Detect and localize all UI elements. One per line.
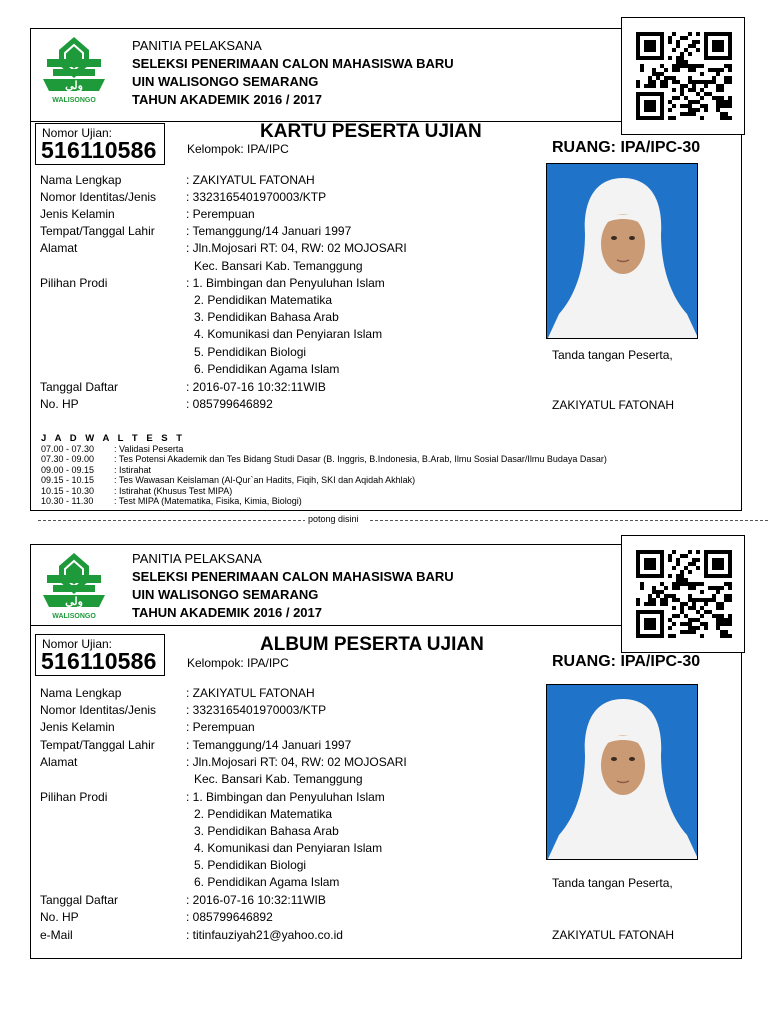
field-label: Alamat	[40, 755, 78, 769]
schedule-desc: : Istirahat (Khusus Test MIPA)	[114, 486, 233, 496]
field-label: No. HP	[40, 397, 79, 411]
prodi-item: : 1. Bimbingan dan Penyuluhan Islam	[186, 276, 385, 290]
field-value: : 3323165401970003/KTP	[186, 703, 327, 717]
field-value: : 085799646892	[186, 910, 273, 924]
header-line-1: PANITIA PELAKSANA	[132, 551, 262, 566]
field-label: Nama Lengkap	[40, 173, 122, 187]
kelompok: Kelompok: IPA/IPC	[187, 142, 289, 156]
svg-text:ﻭﻟﻲ: ﻭﻟﻲ	[65, 80, 83, 92]
cut-label: potong disini	[305, 514, 362, 524]
cut-line	[0, 513, 768, 527]
field-value: : Jln.Mojosari RT: 04, RW: 02 MOJOSARI	[186, 755, 407, 769]
schedule-desc: : Tes Wawasan Keislaman (Al-Qur`an Hadits, Fiqih, SKI dan Aqidah Akhlak)	[114, 475, 416, 485]
exam-number: 516110586	[41, 648, 157, 674]
field-value: : Perempuan	[186, 207, 255, 221]
header-line-2: SELEKSI PENERIMAAN CALON MAHASISWA BARU	[132, 56, 454, 71]
header-line-3: UIN WALISONGO SEMARANG	[132, 587, 319, 602]
field-value: Kec. Bansari Kab. Temanggung	[194, 259, 363, 273]
field-value: : 2016-07-16 10:32:11WIB	[186, 893, 326, 907]
qr-code	[621, 535, 745, 653]
schedule-title: J A D W A L T E S T	[41, 433, 186, 444]
signature-name: ZAKIYATUL FATONAH	[552, 928, 675, 942]
prodi-item: 3. Pendidikan Bahasa Arab	[194, 310, 339, 324]
field-value: : ZAKIYATUL FATONAH	[186, 173, 315, 187]
prodi-item: 2. Pendidikan Matematika	[194, 807, 333, 821]
ruang: RUANG: IPA/IPC-30	[552, 139, 701, 156]
field-label: Tanggal Daftar	[40, 893, 119, 907]
svg-text:WALISONGO: WALISONGO	[52, 97, 96, 104]
schedule-time: 09.00 - 09.15	[41, 465, 95, 475]
field-label: Pilihan Prodi	[40, 790, 108, 804]
schedule-time: 10.15 - 10.30	[41, 486, 95, 496]
exam-number-box	[35, 123, 165, 165]
header-block	[132, 550, 454, 622]
kelompok: Kelompok: IPA/IPC	[187, 656, 289, 670]
schedule-time: 07.30 - 09.00	[41, 454, 95, 464]
field-label: Nomor Identitas/Jenis	[40, 190, 157, 204]
exam-number: 516110586	[41, 137, 157, 163]
exam-number-label: Nomor Ujian:	[42, 126, 113, 140]
signature-name: ZAKIYATUL FATONAH	[552, 398, 675, 412]
field-value: : ZAKIYATUL FATONAH	[186, 686, 315, 700]
participant-photo	[546, 684, 698, 860]
field-value: : Temanggung/14 Januari 1997	[186, 738, 352, 752]
prodi-item: 4. Komunikasi dan Penyiaran Islam	[194, 327, 383, 341]
header-block	[132, 37, 454, 109]
prodi-item: 4. Komunikasi dan Penyiaran Islam	[194, 841, 383, 855]
field-label: Tanggal Daftar	[40, 380, 119, 394]
test-schedule	[41, 433, 607, 506]
prodi-item: 5. Pendidikan Biologi	[194, 858, 307, 872]
schedule-desc: : Validasi Peserta	[114, 444, 184, 454]
exam-number-box	[35, 634, 165, 676]
field-value: : 085799646892	[186, 397, 273, 411]
svg-text:ﻭﻟﻲ: ﻭﻟﻲ	[65, 596, 83, 608]
exam-number-label: Nomor Ujian:	[42, 637, 113, 651]
ruang: RUANG: IPA/IPC-30	[552, 653, 701, 670]
signature-label: Tanda tangan Peserta,	[552, 876, 673, 890]
field-label: Alamat	[40, 241, 78, 255]
dashed-line-right	[370, 520, 768, 521]
field-label: No. HP	[40, 910, 79, 924]
walisongo-logo	[37, 35, 111, 105]
prodi-item: 2. Pendidikan Matematika	[194, 293, 333, 307]
schedule-time: 07.00 - 07.30	[41, 444, 95, 454]
header-line-1: PANITIA PELAKSANA	[132, 38, 262, 53]
schedule-desc: : Test MIPA (Matematika, Fisika, Kimia, Biologi)	[114, 496, 302, 506]
field-value: : titinfauziyah21@yahoo.co.id	[186, 928, 343, 942]
field-label: Nama Lengkap	[40, 686, 122, 700]
field-label: Nomor Identitas/Jenis	[40, 703, 157, 717]
album-card	[30, 544, 742, 959]
prodi-item: 5. Pendidikan Biologi	[194, 345, 307, 359]
schedule-desc: : Tes Potensi Akademik dan Tes Bidang Studi Dasar (B. Inggris, B.Indonesia, B.Arab, Ilmu Sosial Dasar/Ilmu Budaya Dasar)	[114, 454, 607, 464]
svg-text:WALISONGO: WALISONGO	[52, 613, 96, 620]
field-label: Tempat/Tanggal Lahir	[40, 224, 155, 238]
field-label: Jenis Kelamin	[40, 720, 115, 734]
exam-card	[30, 28, 742, 511]
header-line-3: UIN WALISONGO SEMARANG	[132, 74, 319, 89]
schedule-desc: : Istirahat	[114, 465, 152, 475]
header-line-4: TAHUN AKADEMIK 2016 / 2017	[132, 92, 322, 107]
prodi-item: 6. Pendidikan Agama Islam	[194, 875, 340, 889]
field-label: Tempat/Tanggal Lahir	[40, 738, 155, 752]
prodi-item: : 1. Bimbingan dan Penyuluhan Islam	[186, 790, 385, 804]
field-value: : Jln.Mojosari RT: 04, RW: 02 MOJOSARI	[186, 241, 407, 255]
header-line-4: TAHUN AKADEMIK 2016 / 2017	[132, 605, 322, 620]
qr-code	[621, 17, 745, 135]
prodi-item: 3. Pendidikan Bahasa Arab	[194, 824, 339, 838]
dashed-line-left	[38, 520, 306, 521]
schedule-time: 09.15 - 10.15	[41, 475, 95, 485]
field-label: Pilihan Prodi	[40, 276, 108, 290]
field-value: : Temanggung/14 Januari 1997	[186, 224, 352, 238]
participant-photo	[546, 163, 698, 339]
field-value: : Perempuan	[186, 720, 255, 734]
schedule-time: 10.30 - 11.30	[41, 496, 94, 506]
field-value: : 3323165401970003/KTP	[186, 190, 327, 204]
field-value: : 2016-07-16 10:32:11WIB	[186, 380, 326, 394]
field-value: Kec. Bansari Kab. Temanggung	[194, 772, 363, 786]
field-label: Jenis Kelamin	[40, 207, 115, 221]
card-title: KARTU PESERTA UJIAN	[260, 121, 482, 142]
card-title: ALBUM PESERTA UJIAN	[260, 634, 484, 655]
field-label: e-Mail	[40, 928, 73, 942]
header-line-2: SELEKSI PENERIMAAN CALON MAHASISWA BARU	[132, 569, 454, 584]
walisongo-logo	[37, 551, 111, 621]
signature-label: Tanda tangan Peserta,	[552, 348, 673, 362]
prodi-item: 6. Pendidikan Agama Islam	[194, 362, 340, 376]
